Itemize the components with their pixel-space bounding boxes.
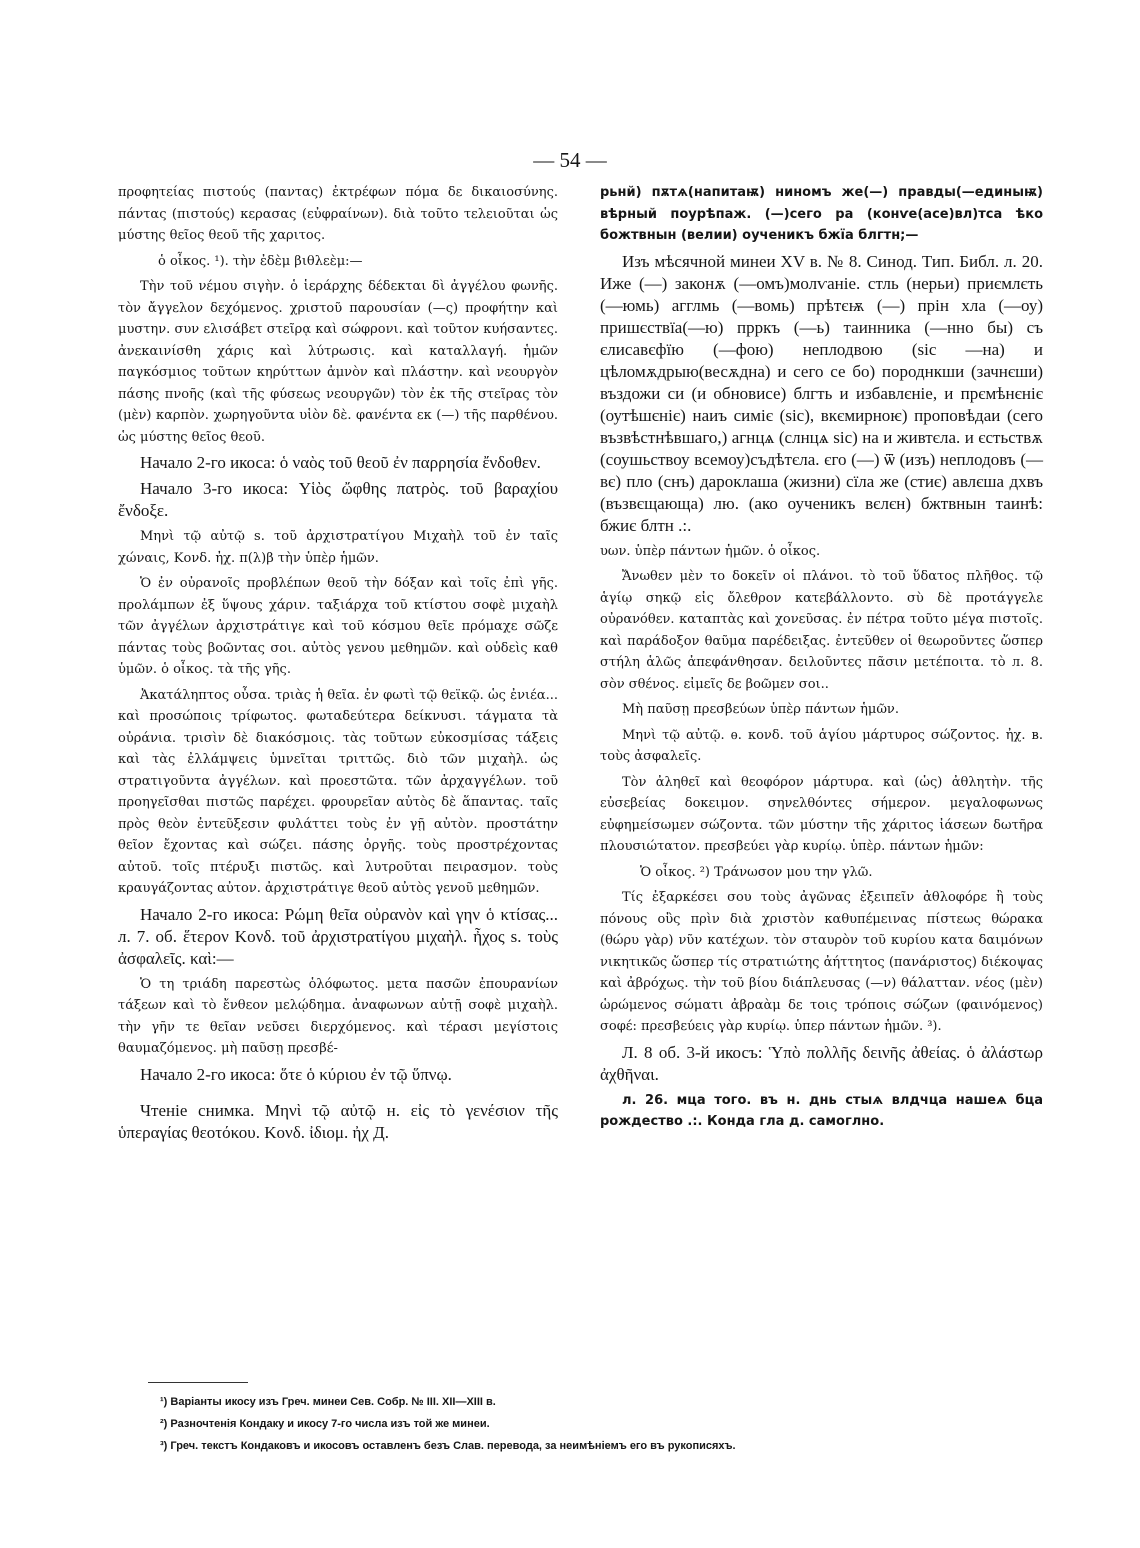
paragraph: рьнй) пѫтѧ(напитаѭ) ниномъ же(—) правды(—единыѭ) вѣрный поурѣпаж. (—)сего ра (конѵе(асе)вл)тса ѣко божтвнын (велии) оученикъ бжїа блгтн;—: [600, 185, 1043, 243]
paragraph: Τὴν τοῦ νέμου σιγὴν. ὁ ἱεράρχης δέδεκται δὶ ἀγγέλου φωνῆς. τὸν ἄγγελον δεχόμενος. χριστοῦ παρουσίαν (—ς) προφήτην καὶ μυστην. συν ελισάβετ στεῖρᾳ καὶ σώφρονι. καὶ τοῦτον κυήσαντες. ἀνεκαινίσθη χάρις καὶ λύτρωσις. καὶ καταλλαγή. ἡμῶν παγκόσμιος τοῦτων κηρύττων ἀμνὸν καὶ πλάστην. καὶ νεουργὸν πάσης πνοῆς (καὶ τῆς φύσεως νεουργῶν) τὸν ἐκ τῆς στεῖρας τὸν (μὲν) καρπὸν. χωρηγοῦντα υἱὸν δὲ. φανέντα εκ (—) τῆς παρθένου. ὡς μύστης θεῖος θεοῦ.: [118, 279, 558, 445]
footnotes: [160, 1391, 1040, 1457]
right-column: [600, 182, 1043, 1137]
footnote-1: ¹) Варіанты икосу изъ Греч. минеи Сев. Собр. № III. XII—XIII в.: [160, 1396, 496, 1408]
left-column: [118, 182, 558, 1148]
paragraph: Μὴ παῦσῃ πρεσβεύων ὑπὲρ πάντων ἡμῶν.: [622, 702, 899, 717]
paragraph: Начало 2-го икоса: ὅτε ὁ κύριου ἐν τῷ ὕπνῳ.: [140, 1064, 452, 1084]
paragraph: Ὁ ἐν οὐρανοῖς προβλέπων θεοῦ τὴν δόξαν καὶ τοῖς ἐπὶ γῆς. προλάμπων ἐξ ὕψους χάριν. ταξιάρχα τοῦ κτίστου σοφὲ μιχαὴλ τῶν ἀγγέλων ἀρχιστράτιγε καὶ τοῦ κόσμου θεῖε πρόμαχε σῶζε πάντας τοὺς βοῶντας σοι. αὐτὸς γενου μεθημῶν. καὶ οὐδεὶς καθ ὑμῶν. ὁ οἶκος. τὰ τῆς γῆς.: [118, 576, 558, 677]
footnote-rule: [148, 1382, 248, 1383]
paragraph: Μηνὶ τῷ αὐτῷ. ѳ. κονδ. τοῦ ἁγίου μάρτυρος σώζοντος. ἠχ. в. τοὺς ἀσφαλεῖς.: [600, 727, 1043, 764]
paragraph: Чтеніе снимка. Μηνὶ τῷ αὐτῷ н. εἰς τὸ γενέσιον τῆς ὑπεραγίας θεοτόκου. Κονδ. ἰδιομ. ἠχ Д.: [118, 1100, 558, 1142]
footnote-2: ²) Разночтенія Кондаку и икосу 7-го числа изъ той же минеи.: [160, 1418, 490, 1430]
paragraph: Ἀκατάληπτος οὖσα. τριὰς ἡ θεῖα. ἐν φωτὶ τῷ θεϊκῷ. ὡς ἐνιέα... καὶ προσώποις τρίφωτος. φωταδεύτερα δείκνυσι. τάγματα τὰ οὐράνια. τρισὶν δὲ διακόσμοις. τὰς τοῦτων εὐκοσμίσας τάξεις καὶ τὰς ἐλλάμψεις ὑμνεῖται τριττῶς. διὸ τῶν μιχαὴλ. ὡς στρατιγοῦντα ἀγγέλων. καὶ προεστῶτα. τῶν ἀρχαγγέλων. τοῦ προηγεῖσθαι πιστῶς παρέχει. φρουρεῖαν αὐτὸς δὲ ἅπαντας. ταῖς πρὸς θεὸν ἐντεῦξεσιν φυλάττει τοὺς ἐν γῇ αὐτὸν. προστάτην θεῖον ἔχοντας καὶ σώζει. πάσης ὀργῆς. τοὺς προστρέχοντας αὐτοῦ. τοῖς πτέρυξι πιστῶς. καὶ λυτροῦται πειρασμον. τοὺς κραυγάζοντας αὐτον. ἀρχιστράτιγε θεοῦ αὐτὸς γενοῦ μεθημῶν.: [118, 687, 558, 896]
paragraph: υων. ὑπὲρ πάντων ἡμῶν. ὁ οἶκος.: [600, 543, 821, 559]
spacer: [118, 1090, 558, 1100]
paragraph: Μηνὶ τῷ αὐτῷ ѕ. τοῦ ἀρχιστρατίγου Μιχαὴλ τοῦ ἐν ταῖς χώναις, Κονδ. ἠχ. π(λ)β τὴν ὑπὲρ ἡμῶν.: [118, 529, 558, 566]
paragraph: Τὸν ἀληθεῖ καὶ θεοφόρον μάρτυρα. καὶ (ὡς) ἀθλητὴν. τῆς εὐσεβείας δοκειμον. σηνελθόντες σήμερον. μεγαλοφωνως εὐφημείσωμεν σώζοντα. τῶν μύστην τῆς χάριτος ἰάσεων δωτῆρα πλουσιώτατον. πρεσβεύει γὰρ κυρίῳ. ὑπὲρ. πάντων ἡμῶν:: [600, 774, 1043, 854]
paragraph: ὁ οἶκος. ¹). τὴν ἐδὲμ βιθλεὲμ:—: [158, 253, 363, 269]
footnote-3: ³) Греч. текстъ Кондаковъ и икосовъ оставленъ безъ Слав. перевода, за неимѣніемъ его въ рукописяхъ.: [160, 1440, 736, 1452]
paragraph: προφητείας πιστούς (παντας) ἐκτρέφων πόμα δε δικαιοσύνης. πάντας (πιστούς) κερασας (εὐφραίνων). διὰ τοῦτο τελειοῦται ὡς μύστης θεῖος θεοῦ τῆς χαριτος.: [118, 185, 558, 243]
paragraph: Ἄνωθεν μὲν το δοκεῖν οἱ πλάνοι. τὸ τοῦ ὕδατος πλῆθος. τῷ ἁγίῳ σηκῷ εἰς ὄλεθρον κατεβάλλοντο. σὺ δὲ προτάγγελε οὐρανόθεν. καταπτὰς καὶ χονεῦσας. ἐν πέτρα τοῦτο μέγα πιστοῖς. καὶ παράδοξον θαῦμα παρέδειξας. ἐντεῦθεν οἱ θεωροῦντες ὥσπερ στήλη ἁλῶς ἀπεφάνθησαν. δειλοῦντες πᾶσιν μετέποιτα. τὸ л. 8. σὸν σθένος. εἰμεῖς δε βοῶμεν σοι..: [600, 569, 1043, 692]
paragraph: л. 26. мца того. въ н. днь стыѧ влдчца нашеѧ бца рождество .:. Конда гла д. самоглно.: [600, 1092, 1043, 1129]
paragraph: Начало 2-го икоса: Ρώμη θεῖα οὐρανὸν καὶ γην ὁ κτίσας... л. 7. об. ἕτερον Κονδ. τοῦ ἀρχιστρατίγου μιχαὴλ. ἦχος ѕ. τοὺς ἀσφαλεῖς. καὶ:—: [118, 904, 558, 968]
paragraph: Изъ мѣсячной минеи XV в. № 8. Синод. Тип. Библ. л. 20. Иже (—) законѫ (—омъ)молѵаніе. стль (нерьи) приємлєть (—юмь) агглмь (—вомь) прѣтєѭ (—) прін хла (—оу) пришєствїа(—ю) прркъ (—ь) таинника (—нно бы) съ єлисавєфїю (—фою) неплодвою (sic —на) и цѣломѫдрыю(весѫдна) и сего се бо) породнкши (зачнєши) въздожи си (и обновисе) блгть и избавлєніе, и прємѣнєніє (оутѣшєніє) наиъ симіє (sic), вкємирноѥ) проповѣдаи (сего възвѣстнѣвшаго,) агнцѧ (слнцѧ sic) на и живтєла. и єстьствѫ (соушьствоу всемоу)съдѣтєла. єго (—) ѿ (изъ) неплодовъ (—вє) пло (снъ) дароклаша (жизни) сїла же (стиє) авлєша дхвъ (възвєщающа) лю. (ако оученикъ вєлєн) бжтвнын таинѣ: бжиє блтн .:.: [600, 251, 1043, 535]
paragraph: Начало 3-го икоса: Υἱὸς ὤφθης πατρὸς. τοῦ βαραχίου ἔνδοξε.: [118, 479, 558, 520]
paragraph: Л. 8 об. 3-й икосъ: Ὑπὸ πολλῆς δεινῆς ἀθείας. ὁ ἀλάστωρ ἀχθῆναι.: [600, 1042, 1043, 1084]
paragraph: Ὁ οἶκος. ²) Τράνωσον μου την γλῶ.: [640, 864, 873, 880]
paragraph: Ὁ τη τριάδη παρεστὼς ὁλόφωτος. μετα πασῶν ἐπουρανίων τάξεων καὶ τὸ ἔνθεον μελῴδημα. ἀναφωνων αὐτῇ σοφὲ μιχαὴλ. τὴν γῆν τε θεῖαν νεῦσει διερχόμενος. καὶ τέρασι μεγίστοις θαυμαζόμενος. μὴ παῦσῃ πρεσβέ-: [118, 976, 558, 1056]
page-number: — 54 —: [533, 148, 607, 172]
paragraph: Τίς ἐξαρκέσει σου τοὺς ἀγῶνας ἐξειπεῖν ἀθλοφόρε ἢ τοὺς πόνους οὓς πρὶν διὰ χριστὸν καθυπέμεινας πίστεως θώρακα (θώρυ γὰρ) νῦν κατέχων. τὸν σταυρὸν τοῦ κυρίου κατα δαιμόνων νικητικῶς ὥσπερ τίς στρατιώτης ἀήττητος (πανάριστος) διέκοψας καὶ ἀβρόχως. τὴν τοῦ βίου διάπλευσας (—ν) θάλατταν. νέος (μὲν) ὡρώμενος σώματι ἀβραὰμ δε τοις τρόποις σώζων (φαινόμενος) σοφέ: πρεσβεύεις γὰρ κυρίῳ. ὑπερ πάντων ἡμῶν. ³).: [600, 890, 1043, 1034]
paragraph: Начало 2-го икоса: ὁ ναὸς τοῦ θεοῦ ἐν παρρησία ἔνδοθεν.: [140, 453, 541, 472]
